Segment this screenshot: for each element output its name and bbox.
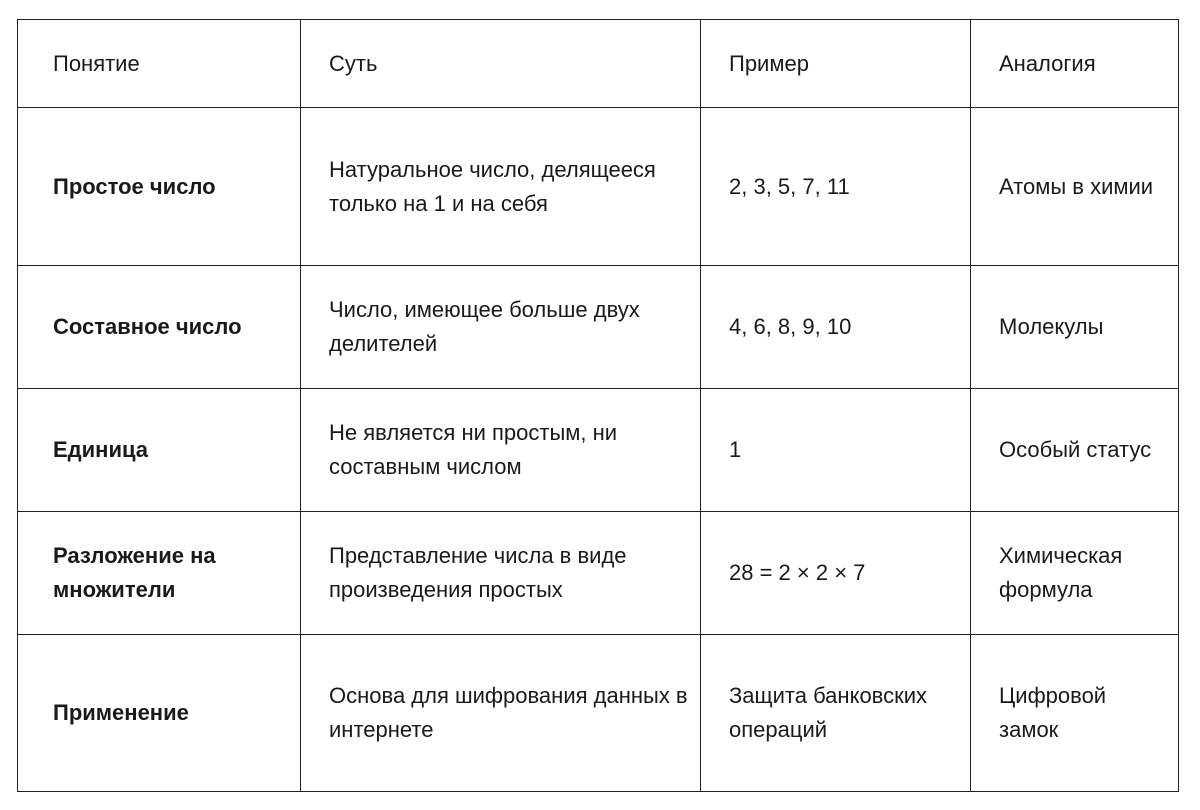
essence-cell: Не является ни простым, ни составным числом [301, 389, 701, 512]
example-cell: 1 [701, 389, 971, 512]
analogy-cell: Атомы в химии [971, 108, 1179, 266]
table-row [18, 266, 1179, 389]
concept-cell: Составное число [18, 266, 301, 389]
table-row [18, 108, 1179, 266]
header-essence: Суть [301, 20, 701, 108]
header-analogy: Аналогия [971, 20, 1179, 108]
table-row [18, 512, 1179, 635]
example-cell: 2, 3, 5, 7, 11 [701, 108, 971, 266]
example-cell: 4, 6, 8, 9, 10 [701, 266, 971, 389]
essence-cell: Натуральное число, делящееся только на 1 и на себя [301, 108, 701, 266]
concepts-table-container [17, 19, 1179, 792]
analogy-cell: Цифровой замок [971, 635, 1179, 792]
concept-cell: Применение [18, 635, 301, 792]
essence-cell: Представление числа в виде произведения простых [301, 512, 701, 635]
example-cell: Защита банковских операций [701, 635, 971, 792]
essence-cell: Число, имеющее больше двух делителей [301, 266, 701, 389]
concepts-table [17, 19, 1179, 792]
example-cell: 28 = 2 × 2 × 7 [701, 512, 971, 635]
analogy-cell: Особый статус [971, 389, 1179, 512]
analogy-cell: Химическая формула [971, 512, 1179, 635]
concept-cell: Единица [18, 389, 301, 512]
header-example: Пример [701, 20, 971, 108]
essence-cell: Основа для шифрования данных в интернете [301, 635, 701, 792]
concept-cell: Разложение на множители [18, 512, 301, 635]
table-header-row [18, 20, 1179, 108]
table-row [18, 635, 1179, 792]
table-row [18, 389, 1179, 512]
analogy-cell: Молекулы [971, 266, 1179, 389]
header-concept: Понятие [18, 20, 301, 108]
concept-cell: Простое число [18, 108, 301, 266]
